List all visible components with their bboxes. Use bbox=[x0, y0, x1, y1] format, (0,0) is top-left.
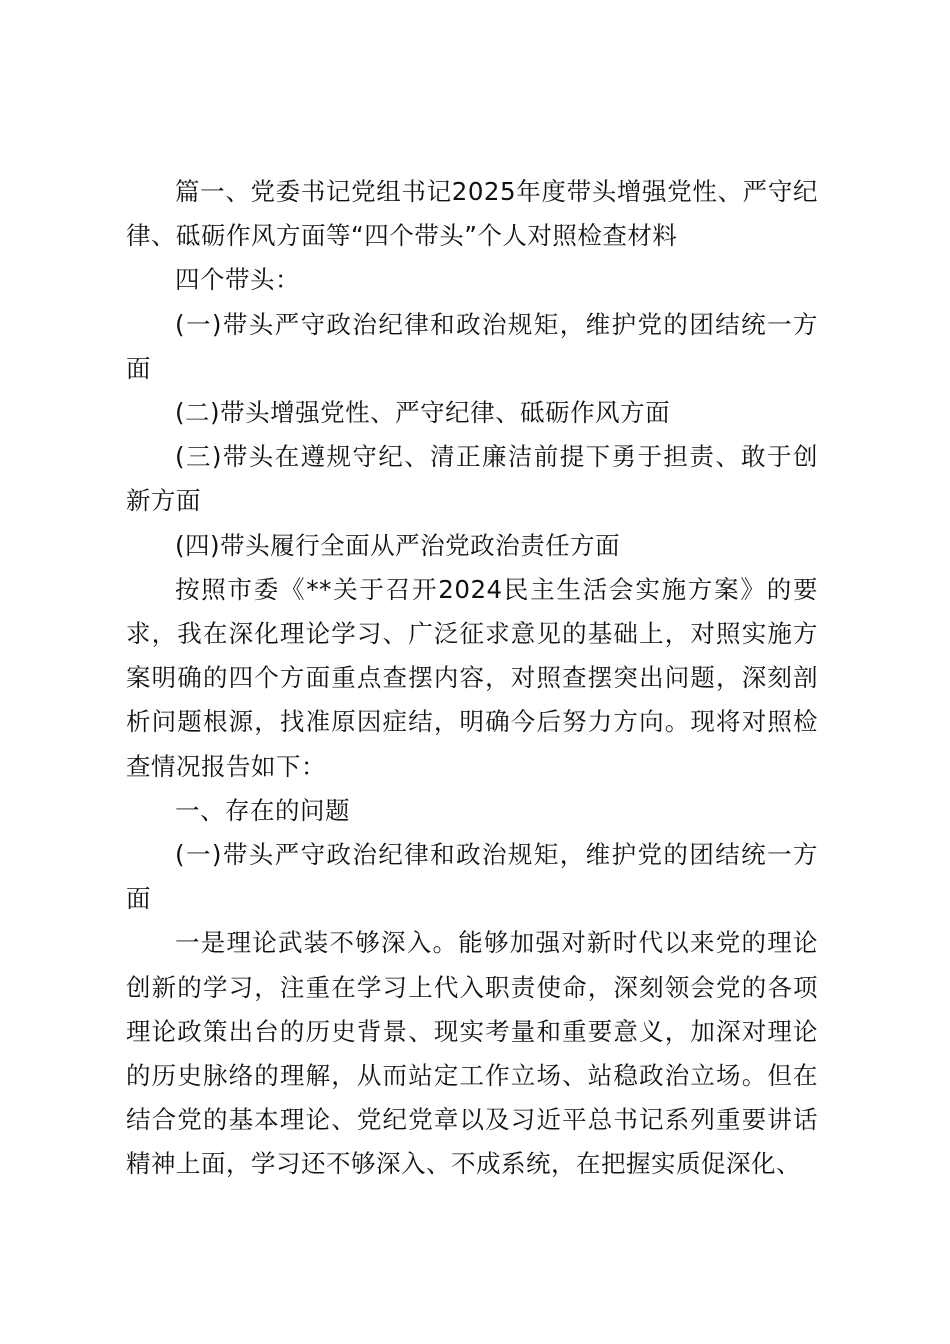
document-title: 篇一、党委书记党组书记2025年度带头增强党性、严守纪律、砥砺作风方面等“四个带头”个人对照检查材料 bbox=[126, 177, 818, 251]
four-leads-item-2: (二)带头增强党性、严守纪律、砥砺作风方面 bbox=[175, 398, 671, 428]
four-leads-heading: 四个带头： bbox=[175, 265, 300, 295]
four-leads-item-3: (三)带头在遵规守纪、清正廉洁前提下勇于担责、敢于创新方面 bbox=[126, 442, 818, 516]
section-1-body: 一是理论武装不够深入。能够加强对新时代以来党的理论创新的学习，注重在学习上代入职责使命，深刻领会党的各项理论政策出台的历史背景、现实考量和重要意义，加深对理论的历史脉络的理解，从而站定工作立场、站稳政治立场。但在结合党的基本理论、党纪党章以及习近平总书记系列重要讲话精神上面，学习还不够深入、不成系统，在把握实质促深化、 bbox=[126, 928, 818, 1179]
four-leads-item-1: (一)带头严守政治纪律和政治规矩，维护党的团结统一方面 bbox=[126, 309, 818, 383]
section-1-heading: 一、存在的问题 bbox=[175, 795, 350, 825]
section-1-subheading: (一)带头严守政治纪律和政治规矩，维护党的团结统一方面 bbox=[126, 840, 818, 914]
four-leads-item-4: (四)带头履行全面从严治党政治责任方面 bbox=[175, 530, 621, 560]
document-body bbox=[126, 170, 818, 1187]
intro-paragraph: 按照市委《**关于召开2024民主生活会实施方案》的要求，我在深化理论学习、广泛征求意见的基础上，对照实施方案明确的四个方面重点查摆内容，对照查摆突出问题，深刻剖析问题根源，找准原因症结，明确今后努力方向。现将对照检查情况报告如下： bbox=[126, 574, 818, 781]
